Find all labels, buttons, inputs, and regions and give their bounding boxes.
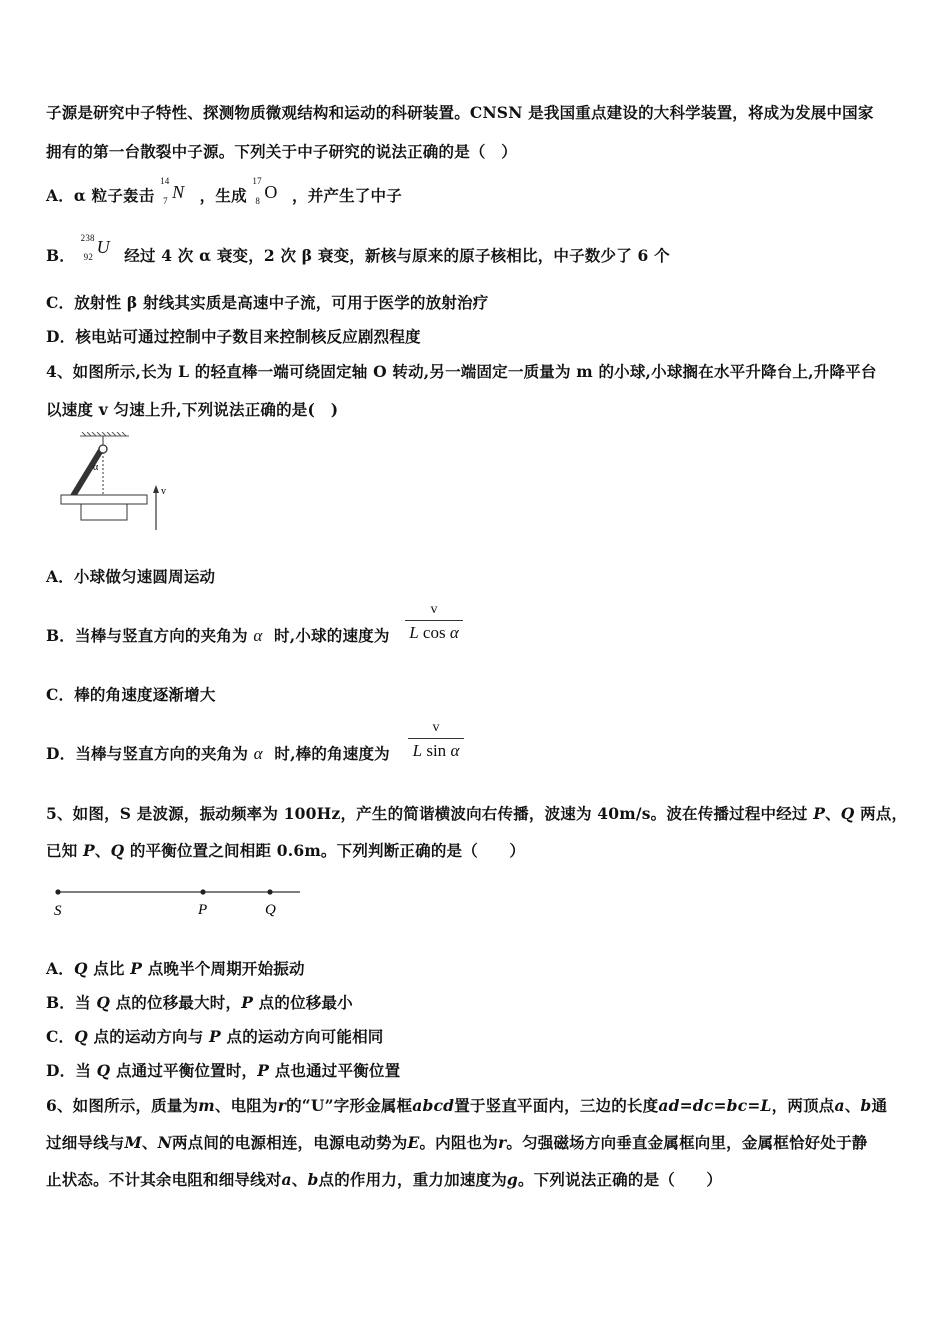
label-p: P: [198, 902, 208, 918]
q3-a-mid-text: ，生成: [199, 186, 247, 205]
q6-l2-f: 。匀强磁场方向垂直金属框向里，金属框恰好处于静: [506, 1133, 868, 1152]
label-q: Q: [265, 902, 276, 918]
ceiling-hatch: [80, 432, 129, 436]
q5-stem1-text-b: 、: [825, 804, 841, 823]
q5-option-d: [46, 1059, 400, 1081]
point-q: Q: [73, 959, 88, 978]
fraction-numerator: v: [432, 720, 440, 735]
point-q: Q: [96, 1061, 111, 1080]
q5-d-label: D．当: [46, 1061, 97, 1080]
q6-l3-a: 止状态。不计其余电阻和细导线对: [46, 1170, 282, 1189]
var-e: E: [407, 1133, 420, 1152]
var-length-eq: ad=dc=bc=L: [658, 1096, 772, 1115]
platform-top: [61, 495, 147, 504]
q5-d-end: 点也通过平衡位置: [269, 1061, 401, 1080]
intro-line-1: 子源是研究中子特性、探测物质微观结构和运动的科研装置。CNSN 是我国重点建设的大科学装置，将成为发展中国家: [46, 103, 874, 122]
oxygen-nuclide: [252, 176, 286, 208]
q4-stem-line-1: 4、如图所示,长为 L 的轻直棒一端可绕固定轴 O 转动,另一端固定一质量为 m 的小球,小球搁在水平升降台上,升降平台: [46, 362, 877, 381]
nitrogen-symbol: N: [172, 182, 185, 202]
q4-option-c: C．棒的角速度逐渐增大: [46, 685, 216, 704]
q5-c-end: 点的运动方向可能相同: [220, 1027, 384, 1046]
q3-option-d: D．核电站可通过控制中子数目来控制核反应剧烈程度: [46, 327, 421, 346]
q4-option-a: A．小球做匀速圆周运动: [46, 567, 216, 586]
point-q-dot: [267, 889, 272, 894]
q6-l1-c: 的“U”字形金属框: [286, 1096, 413, 1115]
q5-stem-line-1: [46, 802, 907, 824]
wave-line-figure: [50, 880, 310, 925]
q6-stem-line-1: [46, 1094, 887, 1116]
var-abcd: abcd: [412, 1096, 455, 1115]
q6-l1-f: 、: [844, 1096, 861, 1115]
var-n-point: N: [157, 1133, 172, 1152]
q3-b-text: 经过 4 次 α 衰变，2 次 β 衰变，新核与原来的原子核相比，中子数少了 6 个: [124, 246, 670, 265]
q6-l2-d: 。内阻也为: [419, 1133, 498, 1152]
q3-option-a: [46, 176, 402, 208]
q6-l3-c: 点的作用力，重力加速度为: [318, 1170, 507, 1189]
q6-l1-g: 通: [871, 1096, 888, 1115]
q5-c-mid: 点的运动方向与: [87, 1027, 210, 1046]
point-p-dot: [200, 889, 205, 894]
oxygen-mass-number: 17: [252, 176, 262, 186]
q6-l1-d: 置于竖直平面内，三边的长度: [454, 1096, 659, 1115]
var-g: g: [506, 1170, 518, 1189]
q6-l2-b: 、: [141, 1133, 158, 1152]
q6-l3-b: 、: [291, 1170, 308, 1189]
uranium-nuclide: [80, 233, 119, 268]
q4-stem-line-2: 以速度 v 匀速上升,下列说法正确的是( ): [46, 400, 339, 419]
q5-b-end: 点的位移最小: [253, 993, 353, 1012]
oxygen-symbol: O: [264, 182, 278, 202]
q5-stem1-text-a: 5、如图，S 是波源，振动频率为 100Hz，产生的简谐横波向右传播，波速为 40m/s。波在传播过程中经过: [46, 804, 814, 823]
var-r: r: [277, 1096, 287, 1115]
angle-alpha-label: α: [93, 462, 99, 473]
q3-a-label: A．α 粒子轰击: [46, 186, 155, 205]
q6-l1-e: ，两顶点: [771, 1096, 835, 1115]
intro-line-2: 拥有的第一台散裂中子源。下列关于中子研究的说法正确的是（ ）: [46, 142, 518, 161]
point-q: Q: [840, 804, 855, 823]
platform-base: [81, 504, 127, 520]
q3-option-b: [46, 233, 670, 268]
q5-a-mid: 点比: [87, 959, 131, 978]
q6-l3-d: 。下列说法正确的是（ ）: [517, 1170, 723, 1189]
q3-a-end-text: ，并产生了中子: [292, 186, 402, 205]
var-b: b: [860, 1096, 872, 1115]
fraction-alpha: α: [450, 741, 460, 760]
q5-d-mid: 点通过平衡位置时，: [110, 1061, 258, 1080]
var-a: a: [834, 1096, 845, 1115]
uranium-symbol: U: [96, 237, 110, 257]
point-q: Q: [110, 841, 125, 860]
q4-d-prefix: D．当棒与竖直方向的夹角为: [46, 744, 249, 763]
var-m: m: [198, 1096, 215, 1115]
uranium-atomic-number: 92: [83, 252, 94, 262]
nitrogen-atomic-number: 7: [163, 196, 168, 206]
nitrogen-nuclide: [160, 176, 194, 208]
q5-option-c: [46, 1025, 384, 1047]
oxygen-atomic-number: 8: [255, 196, 261, 206]
var-a: a: [281, 1170, 292, 1189]
point-q: Q: [96, 993, 111, 1012]
var-m-point: M: [124, 1133, 142, 1152]
q6-l1-b: 、电阻为: [214, 1096, 278, 1115]
var-r: r: [498, 1133, 507, 1152]
q5-b-mid: 点的位移最大时，: [110, 993, 242, 1012]
rod-platform-figure: [55, 432, 185, 537]
q6-stem-line-2: [46, 1131, 867, 1153]
q5-a-end: 点晚半个周期开始振动: [142, 959, 305, 978]
alpha-symbol: α: [253, 744, 263, 763]
fraction-l: L: [409, 623, 419, 642]
point-q: Q: [74, 1027, 88, 1046]
rod: [73, 450, 101, 496]
q5-stem2-text-a: 已知: [46, 841, 83, 860]
point-p: P: [813, 804, 826, 823]
point-p: P: [209, 1027, 221, 1046]
fraction-cos: cos: [422, 623, 446, 642]
velocity-label: v: [161, 486, 166, 497]
var-b: b: [307, 1170, 319, 1189]
q6-l2-a: 过细导线与: [46, 1133, 125, 1152]
fraction-l: L: [412, 741, 423, 760]
q5-stem-line-2: [46, 839, 525, 861]
q5-stem1-text-c: 两点，: [854, 804, 908, 823]
fraction-v-over-lcos: [405, 602, 463, 643]
q4-option-d: [46, 742, 390, 764]
q5-a-label: A．: [46, 959, 74, 978]
q5-option-b: [46, 991, 353, 1013]
point-p: P: [130, 959, 143, 978]
fraction-sin: sin: [426, 741, 447, 760]
point-p: P: [83, 841, 95, 860]
nitrogen-mass-number: 14: [160, 176, 170, 186]
q6-l1-a: 6、如图所示，质量为: [46, 1096, 199, 1115]
q6-stem-line-3: [46, 1168, 722, 1190]
q5-b-label: B．当: [46, 993, 97, 1012]
q5-option-a: [46, 957, 305, 979]
fraction-alpha: α: [449, 623, 459, 642]
q4-d-mid-text: 时,棒的角速度为: [274, 744, 390, 763]
q3-b-label: B．: [46, 246, 76, 265]
q5-c-label: C．: [46, 1027, 75, 1046]
alpha-symbol: α: [253, 626, 263, 645]
q4-option-b: [46, 624, 390, 646]
q3-option-c: C．放射性 β 射线其实质是高速中子流，可用于医学的放射治疗: [46, 293, 489, 312]
q4-b-prefix: B．当棒与竖直方向的夹角为: [46, 626, 248, 645]
point-s-dot: [55, 889, 60, 894]
fraction-v-over-lsin: [408, 720, 464, 761]
q6-l2-c: 两点间的电源相连，电源电动势为: [171, 1133, 408, 1152]
uranium-mass-number: 238: [80, 233, 95, 243]
q4-b-mid-text: 时,小球的速度为: [274, 626, 390, 645]
point-p: P: [241, 993, 254, 1012]
fraction-numerator: v: [430, 602, 438, 617]
q5-stem2-text-b: 、: [94, 841, 111, 860]
label-s: S: [54, 903, 62, 919]
q5-stem2-text-c: 的平衡位置之间相距 0.6m。下列判断正确的是（ ）: [124, 841, 526, 860]
pivot-o: [99, 445, 107, 453]
point-p: P: [257, 1061, 270, 1080]
